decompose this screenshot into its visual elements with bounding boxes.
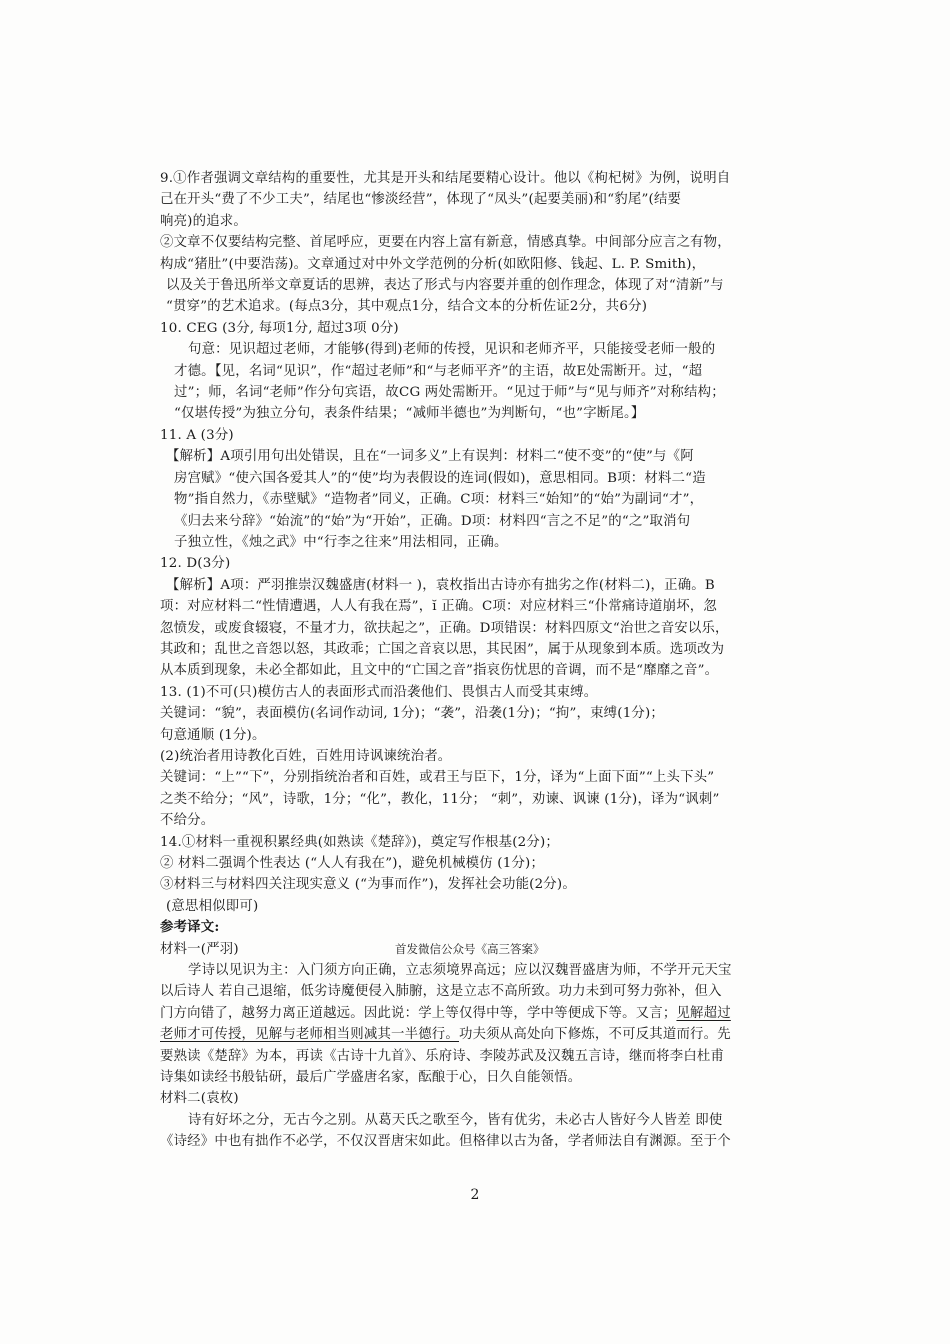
q10-header: 10. CEG (3分, 每项1分, 超过3项 0分): [160, 320, 399, 336]
material-1-line-2: 以后诗人 若自己退缩，低劣诗魔便侵入肺腑，这是立志不高所致。功力未到可努力弥补，但入: [160, 984, 722, 1000]
underlined-phrase-1: 见解超过: [676, 1005, 731, 1021]
q10-line-4: “仅堪传授”为独立分句，表条件结果；“减师半德也”为判断句，“也”字断尾。】: [174, 406, 645, 422]
answer-text-block: [160, 168, 800, 1153]
q12-line-4: 其政和；乱世之音怨以怒，其政乖；亡国之音哀以思，其民困”，属于从现象到本质。选项改为: [160, 641, 725, 657]
q9-line-4: ②文章不仅要结构完整、首尾呼应，更要在内容上富有新意，情感真挚。中间部分应言之有物，: [160, 235, 731, 251]
q10-line-3: 过”；师，名词“老师”作分句宾语，故CG 两处需断开。“见过于师”与“见与师齐”对称结构；: [174, 385, 725, 401]
q11-line-1: 【解析】A项引用句出处错误，且在“一词多义”上有误判：材料二“使不变”的“使”与《阿: [166, 449, 694, 465]
q9-line-3: 响亮)的追求。: [160, 213, 247, 229]
q14-note: (意思相似即可): [166, 898, 259, 914]
q13-keywords-1b: 句意通顺 (1分)。: [160, 727, 266, 743]
q11-line-2: 房宫赋》“使六国各爱其人”的“使”均为表假设的连词(假如)，意思相同。B项：材料二“造: [174, 470, 706, 486]
q9-line-1: 9.①作者强调文章结构的重要性，尤其是开头和结尾要精心设计。他以《枸杞树》为例，说明自: [160, 171, 731, 186]
q9-line-5: 构成“猪肚”(中要浩荡)。文章通过对中外文学范例的分析(如欧阳修、钱起、L. P. Smith)，: [160, 256, 706, 272]
material-2-line-2: 《诗经》中也有拙作不必学，不仅汉晋唐宋如此。但格律以古为备，学者师法自有渊源。至于个: [160, 1134, 731, 1150]
material-2-line-1: 诗有好坏之分，无古今之别。从葛天氏之歌至今，皆有优劣，未必古人皆好今人皆差 即使: [188, 1112, 723, 1128]
material-1-line-4: [160, 1024, 800, 1045]
q13-keywords-2c: 不给分。: [160, 813, 215, 829]
material-1-line-3: [160, 1003, 800, 1024]
q10-line-1: 句意：见识超过老师，才能够(得到)老师的传授，见识和老师齐平，只能接受老师一般的: [188, 342, 716, 358]
q13-keywords-2b: 之类不给分；“风”，诗歌，1分；“化”，教化，11分； “刺”，劝谏、讽谏 (1分)，译为“讽刺”: [160, 791, 720, 807]
material-1-line-1: 学诗以见识为主：入门须方向正确，立志须境界高远；应以汉魏晋盛唐为师，不学开元天宝: [188, 963, 732, 979]
page-number: 2: [470, 1187, 480, 1203]
q11-line-3: 物”指自然力，《赤壁赋》“造物者”同义，正确。C项：材料三“始知”的“始”为副词“才”，: [174, 492, 704, 508]
material-1-line-4-text: 功夫须从高处向下修炼，不可反其道而行。先: [459, 1027, 731, 1043]
material-1-header-row: [160, 939, 800, 960]
q14-line-2: ② 材料二强调个性表达 (“人人有我在”)，避免机械模仿 (1分)；: [160, 856, 545, 871]
q12-line-1: 【解析】A项：严羽推崇汉魏盛唐(材料一 )，袁枚指出古诗亦有拙劣之作(材料二)，正确。B: [166, 577, 715, 593]
underlined-phrase-2: 老师才可传授，见解与老师相当则减其一半德行。: [160, 1027, 459, 1043]
q11-line-4: 《归去来兮辞》“始流”的“始”为“开始”，正确。D项：材料四“言之不足”的“之”取消句: [174, 513, 691, 529]
q12-line-5: 从本质到现象，未必全都如此，且文中的“亡国之音”指哀伤忧思的音调，而不是“靡靡之音”。: [160, 663, 719, 679]
material-1-line-6: 诗集如读经书般钻研，最后广学盛唐名家，酝酿于心，日久自能领悟。: [160, 1070, 582, 1086]
q13-part-1: 13. (1)不可(只)模仿古人的表面形式而沿袭他们、畏惧古人而受其束缚。: [160, 684, 598, 700]
q9-line-2: 己在开头“费了不少工夫”，结尾也“惨淡经营”，体现了“凤头”(起要美丽)和“豹尾”(结要: [160, 192, 682, 208]
q11-header: 11. A (3分): [160, 427, 234, 443]
q14-line-3: ③材料三与材料四关注现实意义 (“为事而作”)，发挥社会功能(2分)。: [160, 877, 576, 893]
material-2-title: 材料二(袁枚): [160, 1091, 239, 1107]
q10-line-2: 才德。【见，名词“见识”，作“超过老师”和“与老师平齐”的主语，故E处需断开。过，“超: [174, 363, 703, 379]
q13-keywords-1: 关键词：“貌”，表面模仿(名词作动词, 1分)；“袭”，沿袭(1分)；“拘”，束缚(1分)；: [160, 706, 665, 722]
q9-line-6: 以及关于鲁迅所举文章夏话的思辨，表达了形式与内容要并重的创作理念，体现了对“清新”与: [166, 278, 724, 294]
material-1-title: 材料一(严羽): [160, 941, 239, 957]
translation-heading: 参考译文:: [160, 919, 220, 936]
q12-line-2: 项：对应材料二“性情遭遇，人人有我在焉”，ĭ 正确。C项：对应材料三“仆常痛诗道崩坏，忽: [160, 599, 717, 615]
q11-line-5: 子独立性，《烛之武》中“行李之往来”用法相同，正确。: [174, 534, 508, 550]
q13-part-2: (2)统治者用诗教化百姓，百姓用诗讽谏统治者。: [160, 748, 452, 764]
q12-line-3: 忽愤发，或废食辍寝，不量才力，欲扶起之”，正确。D项错误：材料四原文“治世之音安以乐，: [160, 620, 729, 636]
material-1-line-5: 要熟读《楚辞》为本，再读《古诗十九首》、乐府诗、李陵苏武及汉魏五言诗，继而将李白杜甫: [160, 1048, 725, 1064]
q9-line-7: “贯穿”的艺术追求。(每点3分，其中观点1分，结合文本的分析佐证2分，共6分): [166, 299, 648, 315]
q14-line-1: 14.①材料一重视积累经典(如熟读《楚辞》)，奠定写作根基(2分)；: [160, 834, 559, 850]
q12-header: 12. D(3分): [160, 556, 231, 572]
q13-keywords-2: 关键词：“上”“下”，分别指统治者和百姓，或君王与臣下，1分，译为“上面下面”“上头下头”: [160, 770, 715, 786]
watermark-note: 首发微信公众号《高三答案》: [395, 941, 545, 956]
material-1-line-3-text: 门方向错了，越努力离正道越远。因此说：学上等仅得中等，学中等便成下等。又言；: [160, 1005, 677, 1021]
